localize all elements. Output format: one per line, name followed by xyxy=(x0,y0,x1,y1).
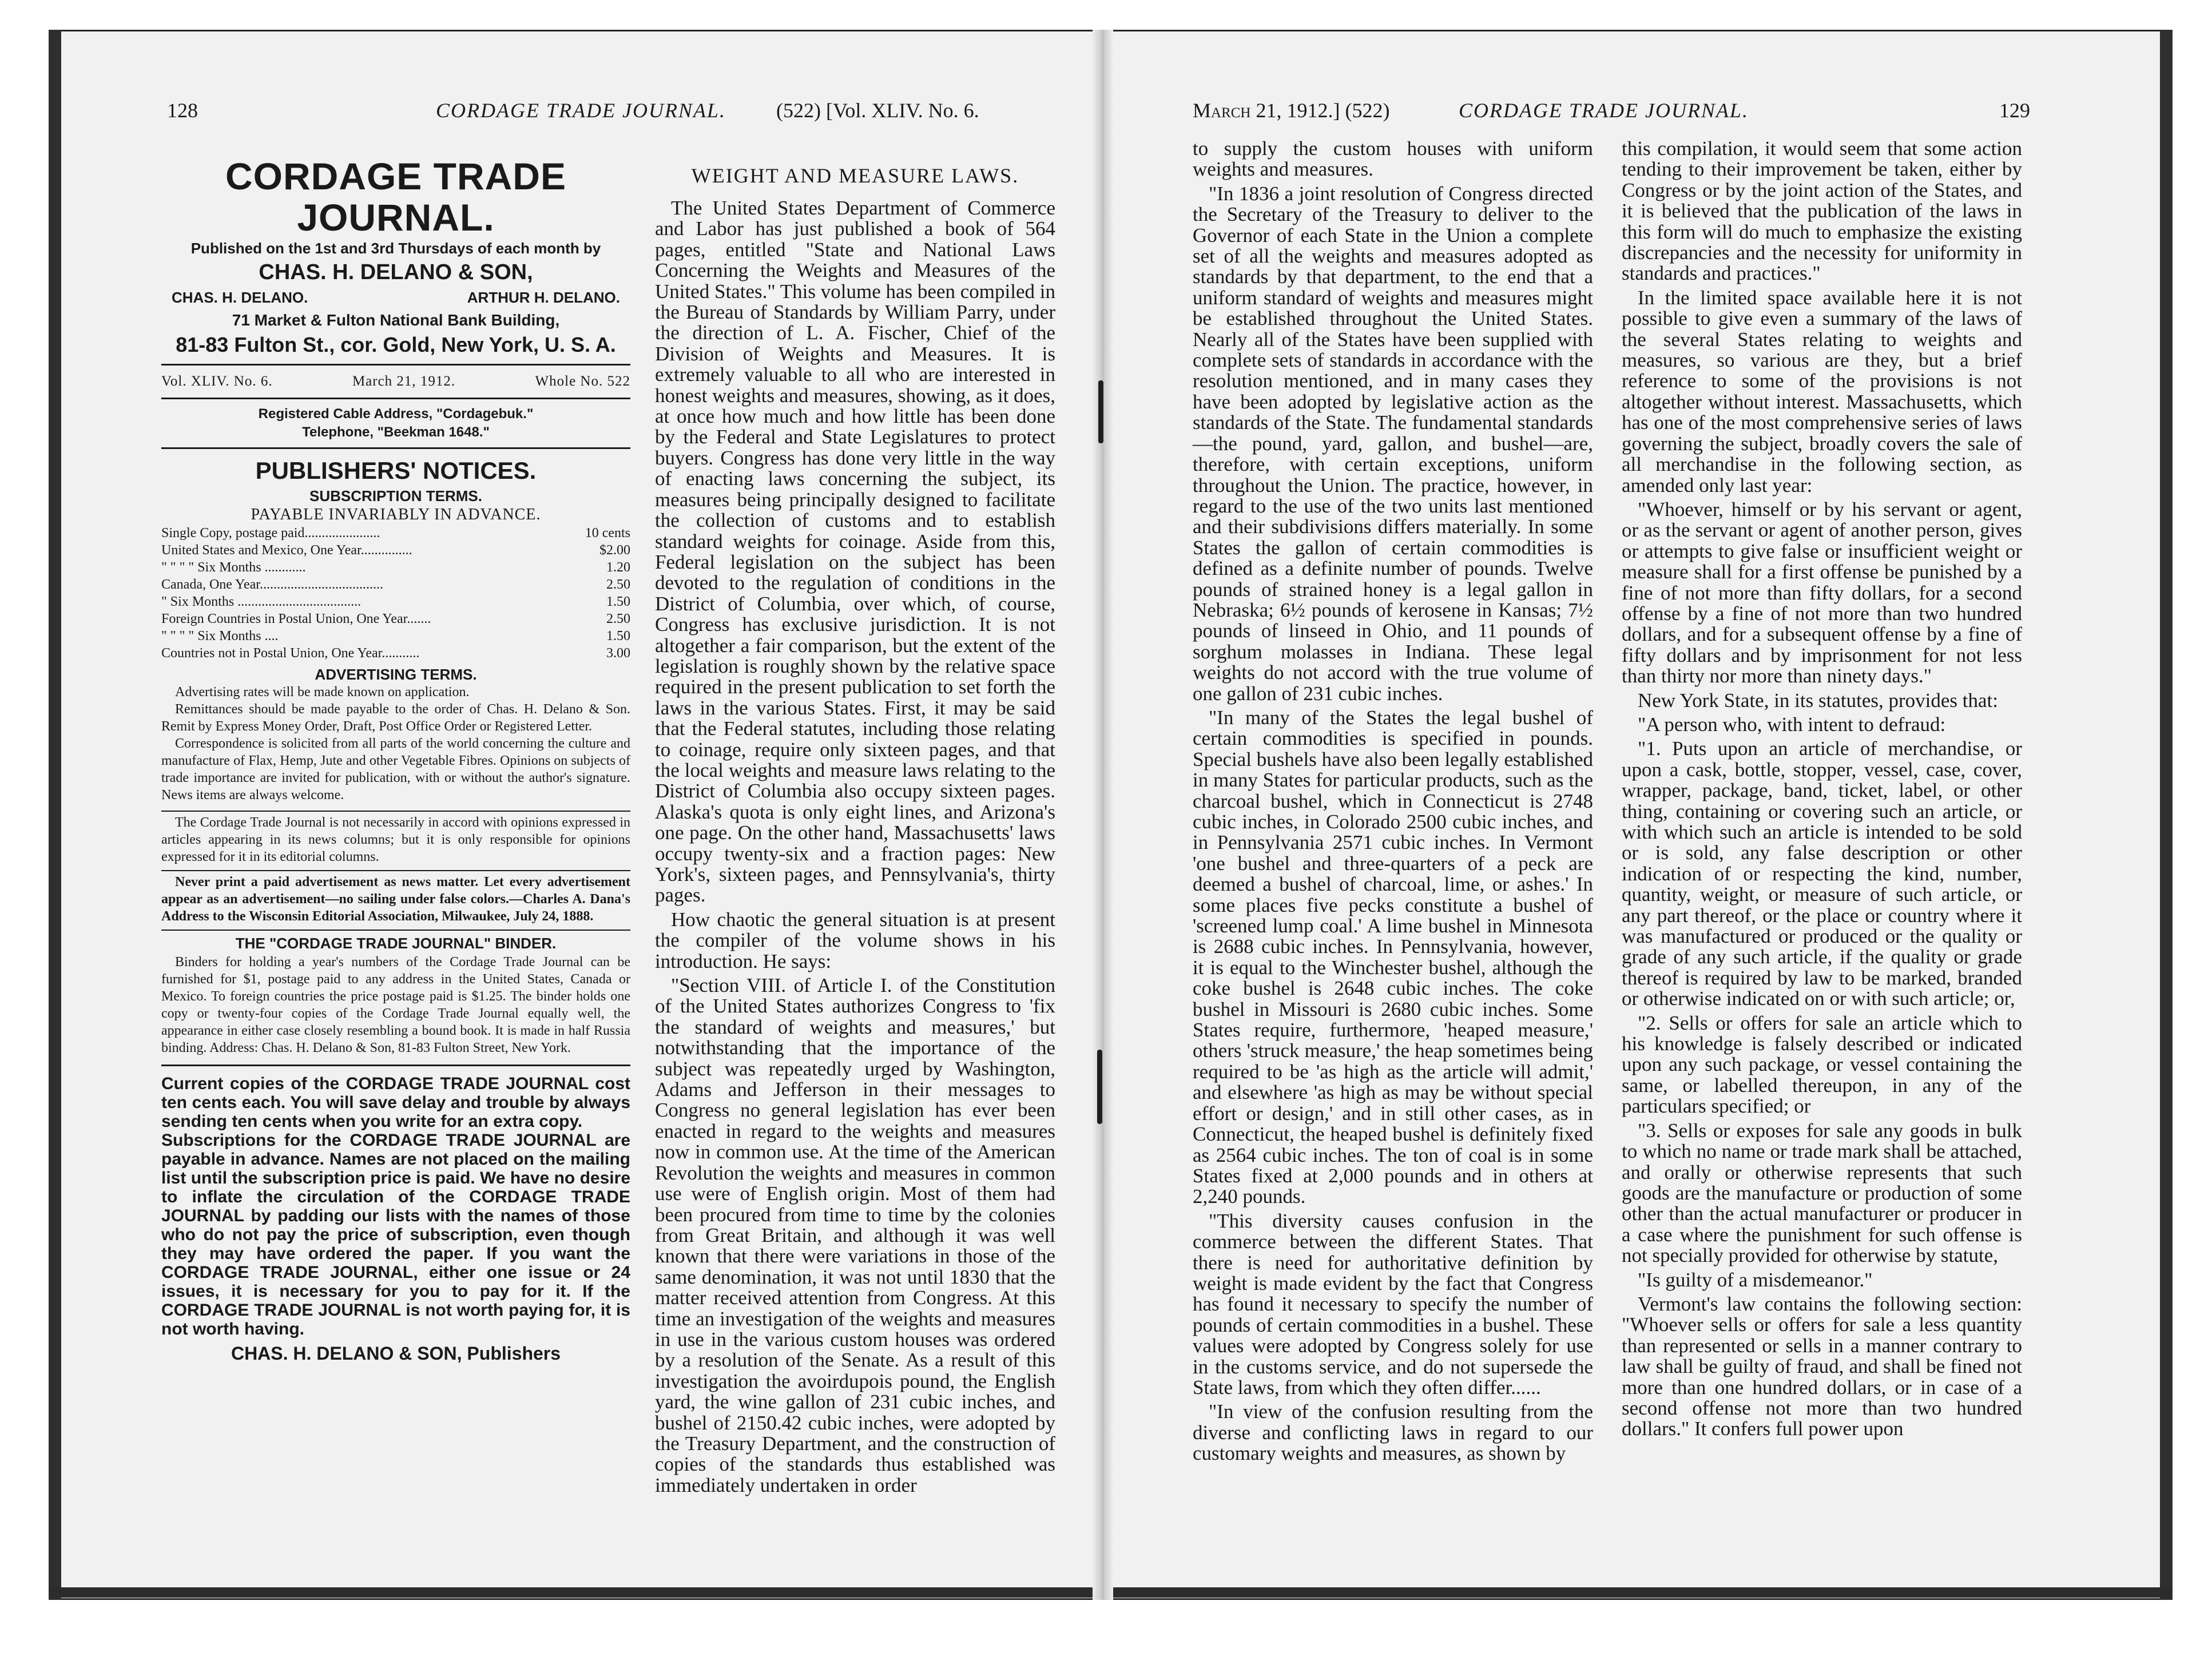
masthead-title: CORDAGE TRADE JOURNAL. xyxy=(225,155,566,239)
article-paragraph: New York State, in its statutes, provides that: xyxy=(1638,689,1998,712)
masthead-building: 71 Market & Fulton National Bank Building, xyxy=(232,311,560,329)
article-title: WEIGHT AND MEASURE LAWS. xyxy=(691,164,1019,187)
article-paragraph: to supply the custom houses with uniform weights and measures. xyxy=(1193,137,1593,181)
masthead-name-left: CHAS. H. DELANO. xyxy=(172,289,308,306)
notice-paragraph: Subscriptions for the CORDAGE TRADE JOURNAL are payable in advance. Names are not placed on the mailing list until the subscription price is paid. We have no desire to inflate the circulation of the CORDAGE TRADE JOURNAL by padding our lists with the names of those who do not pay the price of subscription, even though they may have ordered the paper. If you want the CORDAGE TRADE JOURNAL, either one issue or 24 issues, it is necessary for you to pay for it. If the CORDAGE TRADE JOURNAL is not worth paying for, it is not worth having. xyxy=(161,1131,630,1339)
article-paragraph: In the limited space available here it is not possible to give even a summary of the laws of the several States relating to weights and measures, so various are they, but a brief reference to some of the provisions is not altogether without interest. Massachusetts, which has one of the most comprehensive series of laws governing the subject, broadly covers the sale of all merchandise in the following section, as amended only last year: xyxy=(1622,286,2022,497)
rate-row xyxy=(161,559,630,576)
article-paragraph: "In 1836 a joint resolution of Congress directed the Secretary of the Treasury to deliver to the Governor of each State in the Union a complete set of all the weights and measures adopted as standards by that department, to the end that a uniform standard of weights and measures might be established throughout the United States. Nearly all of the States have been supplied with complete sets of standards in accordance with the resolution mentioned, and in many cases they have been adopted by legislative action as the standards of the State. The fundamental standards—the pound, yard, gallon, and bushel—are, therefore, with certain exceptions, uniform throughout the Union. The practice, however, in regard to the use of the two units last mentioned and their subdivisions differs materially. In some States the gallon of certain commodities is defined as a definite number of pounds. Twelve pounds of strained honey is a legal gallon in Nebraska; 6½ pounds of kerosene in Kansas; 7½ pounds of linseed in Ohio, and 11 pounds of sorghum molasses in Indiana. These legal weights do not accord with the true volume of one gallon of 231 cubic inches. xyxy=(1193,182,1593,705)
article-paragraph: this compilation, it would seem that some action tending to their improvement be taken, either by Congress or by the joint action of the States, and it is believed that the publication of the laws in this form will do much to emphasize the existing discrepancies and the necessity for uniformity in standards and practices." xyxy=(1622,137,2022,285)
masthead-company: CHAS. H. DELANO & SON, xyxy=(259,260,533,284)
binding-stitch-bottom xyxy=(1097,1050,1102,1124)
masthead-published-line: Published on the 1st and 3rd Thursdays of each month by xyxy=(190,240,601,257)
left-volume-ref: (522) [Vol. XLIV. No. 6. xyxy=(776,99,979,122)
article-column-right-1 xyxy=(1193,138,1593,1468)
rate-label: Countries not in Postal Union, One Year........... xyxy=(161,646,420,661)
rate-price: 1.50 xyxy=(606,594,630,609)
issue-date: March 21, 1912. xyxy=(352,374,456,389)
rate-price: 2.50 xyxy=(606,577,630,592)
divider xyxy=(161,811,630,812)
whole-number: Whole No. 522 xyxy=(535,374,630,389)
rate-row xyxy=(161,576,630,593)
rate-price: 1.50 xyxy=(606,629,630,644)
spread-left-edge xyxy=(49,30,61,1600)
rate-price: 1.20 xyxy=(606,560,630,575)
rate-row xyxy=(161,542,630,559)
article-paragraph: "In many of the States the legal bushel of certain commodities is specified in pounds. Special bushels have also been legally established in many States for particular products, such as the charcoal bushel, which in Connecticut is 2748 cubic inches, in Colorado 2500 cubic inches, and in Pennsylvania 2571 cubic inches. In Vermont 'one bushel and three-quarters of a peck are deemed a bushel of charcoal, lime, or ashes.' In some places five pecks constitute a bushel of 'screened lump coal.' A lime bushel in Minnesota is 2688 cubic inches. In Pennsylvania, however, it is equal to the Winchester bushel, although the coke bushel is 2648 cubic inches. The coke bushel in Missouri is 2680 cubic inches. Some States require, furthermore, 'heaped measure,' others 'struck measure,' the heap sometimes being required to be 'as high as the article will admit,' and elsewhere 'as high as may be without special effort or design,' and in still other cases, as in Connecticut, the heaped bushel is definitely fixed as 2564 cubic inches. The ton of coal is in some States fixed at 2,000 pounds and in others at 2,240 pounds. xyxy=(1193,706,1593,1208)
advertising-terms xyxy=(161,684,630,804)
article-paragraph: The United States Department of Commerce and Labor has just published a book of 564 pages, entitled "State and National Laws Concerning the Weights and Measures of the United States." This volume has been compiled in the Bureau of Standards by William Parry, under the direction of L. A. Fischer, Chief of the Division of Weights and Measures. It is extremely valuable to all who are interested in honest weights and measures, showing, as it does, at once how much and how little has been done by the Federal and State Legislatures to protect buyers. Congress has done very little in the way of enacting laws concerning the subject, its measures being principally designed to facilitate the collection of customs and to establish standard weights for coinage. Aside from this, Federal legislation on the subject has been devoted to the regulation of conditions in the District of Columbia, over which, of course, Congress has exclusive jurisdiction. It is not altogether a fair comparison, but the extent of the legislation is roughly shown by the relative space required in the present publication to set forth the laws in the various States. First, it may be said that the Federal statutes, including those relating to coinage, require only sixteen pages, and that the local weights and measure laws relating to the District of Columbia also occupy sixteen pages. Alaska's quota is only eight lines, and Arizona's one page. On the other hand, Massachusetts' laws occupy twenty-six and a fraction pages: New York's, sixteen pages, and Pennsylvania's, thirty pages. xyxy=(655,197,1055,907)
telephone: Telephone, "Beekman 1648." xyxy=(302,424,490,440)
rate-label: Foreign Countries in Postal Union, One Year....... xyxy=(161,611,431,626)
binder-heading: THE "CORDAGE TRADE JOURNAL" BINDER. xyxy=(235,935,557,952)
subscription-notice xyxy=(161,1074,630,1363)
divider xyxy=(161,870,630,871)
advertising-terms-heading: ADVERTISING TERMS. xyxy=(315,666,477,683)
volume-line xyxy=(161,371,630,392)
left-running-head xyxy=(61,98,1091,133)
rate-label: " " " " Six Months .... xyxy=(161,629,279,644)
right-date: March 21, 1912.] (522) xyxy=(1193,99,1390,122)
opinion-disclaimer: The Cordage Trade Journal is not necessarily in accord with opinions expressed in articles appearing in its news columns; but it is only responsible for opinions expressed for it in its editorial columns. xyxy=(161,815,630,864)
masthead-name-right: ARTHUR H. DELANO. xyxy=(467,289,620,306)
left-journal-title: CORDAGE TRADE JOURNAL. xyxy=(436,99,726,122)
notice-paragraph: Current copies of the CORDAGE TRADE JOURNAL cost ten cents each. You will save delay and trouble by always sending ten cents when you write for an extra copy. xyxy=(161,1074,630,1131)
spread-right-edge xyxy=(2160,30,2173,1600)
rate-price: 10 cents xyxy=(585,526,630,541)
rate-label: " " " " Six Months ............ xyxy=(161,560,306,575)
divider xyxy=(161,930,630,931)
masthead-address: 81-83 Fulton St., cor. Gold, New York, U. S. A. xyxy=(176,333,616,356)
rate-row xyxy=(161,593,630,610)
advertising-paragraph: Remittances should be made payable to the order of Chas. H. Delano & Son. Remit by Express Money Order, Draft, Post Office Order or Registered Letter. xyxy=(161,702,630,734)
advertising-paragraph: Correspondence is solicited from all parts of the world concerning the culture and manufacture of Flax, Hemp, Jute and other Vegetable Fibres. Opinions on subjects of trade importance are invited for publication, with or without the author's signature. News items are always welcome. xyxy=(161,736,630,803)
article-column-left xyxy=(655,161,1055,1499)
right-page xyxy=(1115,30,2160,1600)
left-page-number: 128 xyxy=(167,99,198,122)
article-paragraph: "1. Puts upon an article of merchandise, or upon a cask, bottle, stopper, vessel, case, cover, wrapper, package, band, ticket, label, or other thing, containing or covering such an article, or with which such an article is intended to be sold or is sold, any false description or other indication of or respecting the kind, number, quantity, weight, or measure of such article, or any part thereof, or the place or country where it was manufactured or produced or the quality or grade of any such article, if the quality or grade thereof is required by law to be marked, branded or otherwise indicated on or with such article; or, xyxy=(1622,737,2022,1010)
article-paragraph: Vermont's law contains the following section: "Whoever sells or offers for sale a less quantity than represented or sells in a manner contrary to law shall be guilty of fraud, and shall be fined not more than one hundred dollars, or in case of a second offense not more than two hundred dollars." It confers full power upon xyxy=(1622,1292,2022,1440)
article-column-right-2 xyxy=(1622,138,2022,1443)
right-page-number: 129 xyxy=(1999,99,2030,122)
article-paragraph: "Whoever, himself or by his servant or agent, or as the servant or agent of another person, gives or attempts to give false or insufficient weight or measure shall for a first offense be punished by a fine of not more than fifty dollars, for a second offense by a fine of not more than two hundred dollars, and for a subsequent offense by a fine of fifty dollars and by imprisonment for not less than thirty nor more than ninety days." xyxy=(1622,498,2022,688)
notice-signature: CHAS. H. DELANO & SON, Publishers xyxy=(231,1343,561,1364)
article-paragraph: "Section VIII. of Article I. of the Constitution of the United States authorizes Congress to 'fix the standard of weights and measures,' but notwithstanding that the importance of the subject was repeatedly urged by Washington, Adams and Jefferson in their messages to Congress no general legislation has ever been enacted in regard to the weights and measures now in common use. At the time of the American Revolution the weights and measures in common use were of English origin. Most of them had been procured from time to time by the colonies from Great Britain, and although it was well known that there were variations in those of the same denomination, it was not until 1830 that the matter received attention from Congress. At this time an investigation of the weights and measures in use in the various custom houses was ordered by a resolution of the Senate. As a result of this investigation the avoirdupois pound, the English yard, the wine gallon of 231 cubic inches, and bushel of 2150.42 cubic inches, were adopted by the Treasury Department, and the construction of copies of the standards thus established was immediately undertaken in order xyxy=(655,974,1055,1496)
divider xyxy=(161,398,630,399)
volume-number: Vol. XLIV. No. 6. xyxy=(161,374,273,389)
article-paragraph: "Is guilty of a misdemeanor." xyxy=(1638,1268,1873,1291)
rates-table xyxy=(161,525,630,662)
rate-row xyxy=(161,627,630,645)
binding-gutter xyxy=(1093,30,1113,1600)
rate-price: $2.00 xyxy=(599,543,630,558)
masthead-names xyxy=(161,286,630,309)
divider xyxy=(161,447,630,449)
advertising-paragraph: Advertising rates will be made known on application. xyxy=(175,685,470,700)
rate-label: Single Copy, postage paid...................... xyxy=(161,526,380,541)
binding-stitch-top xyxy=(1098,380,1103,443)
dana-quote: Never print a paid advertisement as news matter. Let every advertisement appear as an advertisement—no sailing under false colors.—Charles A. Dana's Address to the Wisconsin Editorial Association, Milwaukee, July 24, 1888. xyxy=(161,875,630,924)
article-paragraph: "In view of the confusion resulting from the diverse and conflicting laws in regard to our customary weights and measures, as shown by xyxy=(1193,1400,1593,1465)
left-page xyxy=(61,30,1091,1600)
rate-price: 3.00 xyxy=(606,646,630,661)
divider xyxy=(161,1065,630,1066)
article-paragraph: "A person who, with intent to defraud: xyxy=(1638,713,1946,736)
rate-label: " Six Months .................................... xyxy=(161,594,362,609)
cable-address: Registered Cable Address, "Cordagebuk." xyxy=(258,406,534,422)
rate-row xyxy=(161,645,630,662)
binder-text: Binders for holding a year's numbers of the Cordage Trade Journal can be furnished for $1, postage paid to any address in the United States, Canada or Mexico. To foreign countries the price postage paid is $1.25. The binder holds one copy or twenty-four copies of the Cordage Trade Journal equally well, the appearance in either case closely resembling a bound book. It is made in half Russia binding. Address: Chas. H. Delano & Son, 81-83 Fulton Street, New York. xyxy=(161,955,630,1055)
rate-label: Canada, One Year.................................... xyxy=(161,577,383,592)
article-paragraph: "This diversity causes confusion in the commerce between the different States. That there is need for authoritative definition by weight is made evident by the fact that Congress has found it necessary to specify the number of pounds of certain commodities in a bushel. These values were adopted by Congress solely for use in the customs service, and do not supersede the State laws, from which they often differ...... xyxy=(1193,1209,1593,1399)
subscription-terms-heading: SUBSCRIPTION TERMS. xyxy=(309,487,482,505)
rate-label: United States and Mexico, One Year............... xyxy=(161,543,412,558)
rate-price: 2.50 xyxy=(606,611,630,626)
right-journal-title: CORDAGE TRADE JOURNAL. xyxy=(1459,99,1749,122)
article-paragraph: "3. Sells or exposes for sale any goods in bulk to which no name or trade mark shall be attached, and orally or otherwise represents that such goods are the manufacture or production of some other than the actual manufacturer or producer in a case where the punishment for such offense is not specially provided for otherwise by statute, xyxy=(1622,1119,2022,1267)
payable-line: PAYABLE INVARIABLY IN ADVANCE. xyxy=(251,506,541,523)
right-running-head xyxy=(1115,98,2160,133)
article-paragraph: "2. Sells or offers for sale an article which to his knowledge is falsely described or indicated upon any such package, or vessel containing the same, or labelled thereupon, in any of the particulars specified; or xyxy=(1622,1011,2022,1118)
article-paragraph: How chaotic the general situation is at present the compiler of the volume shows in his introduction. He says: xyxy=(655,908,1055,972)
rate-row xyxy=(161,610,630,627)
rate-row xyxy=(161,525,630,542)
masthead-column xyxy=(161,155,630,1364)
divider xyxy=(161,364,630,366)
publishers-notices-heading: PUBLISHERS' NOTICES. xyxy=(255,457,537,484)
